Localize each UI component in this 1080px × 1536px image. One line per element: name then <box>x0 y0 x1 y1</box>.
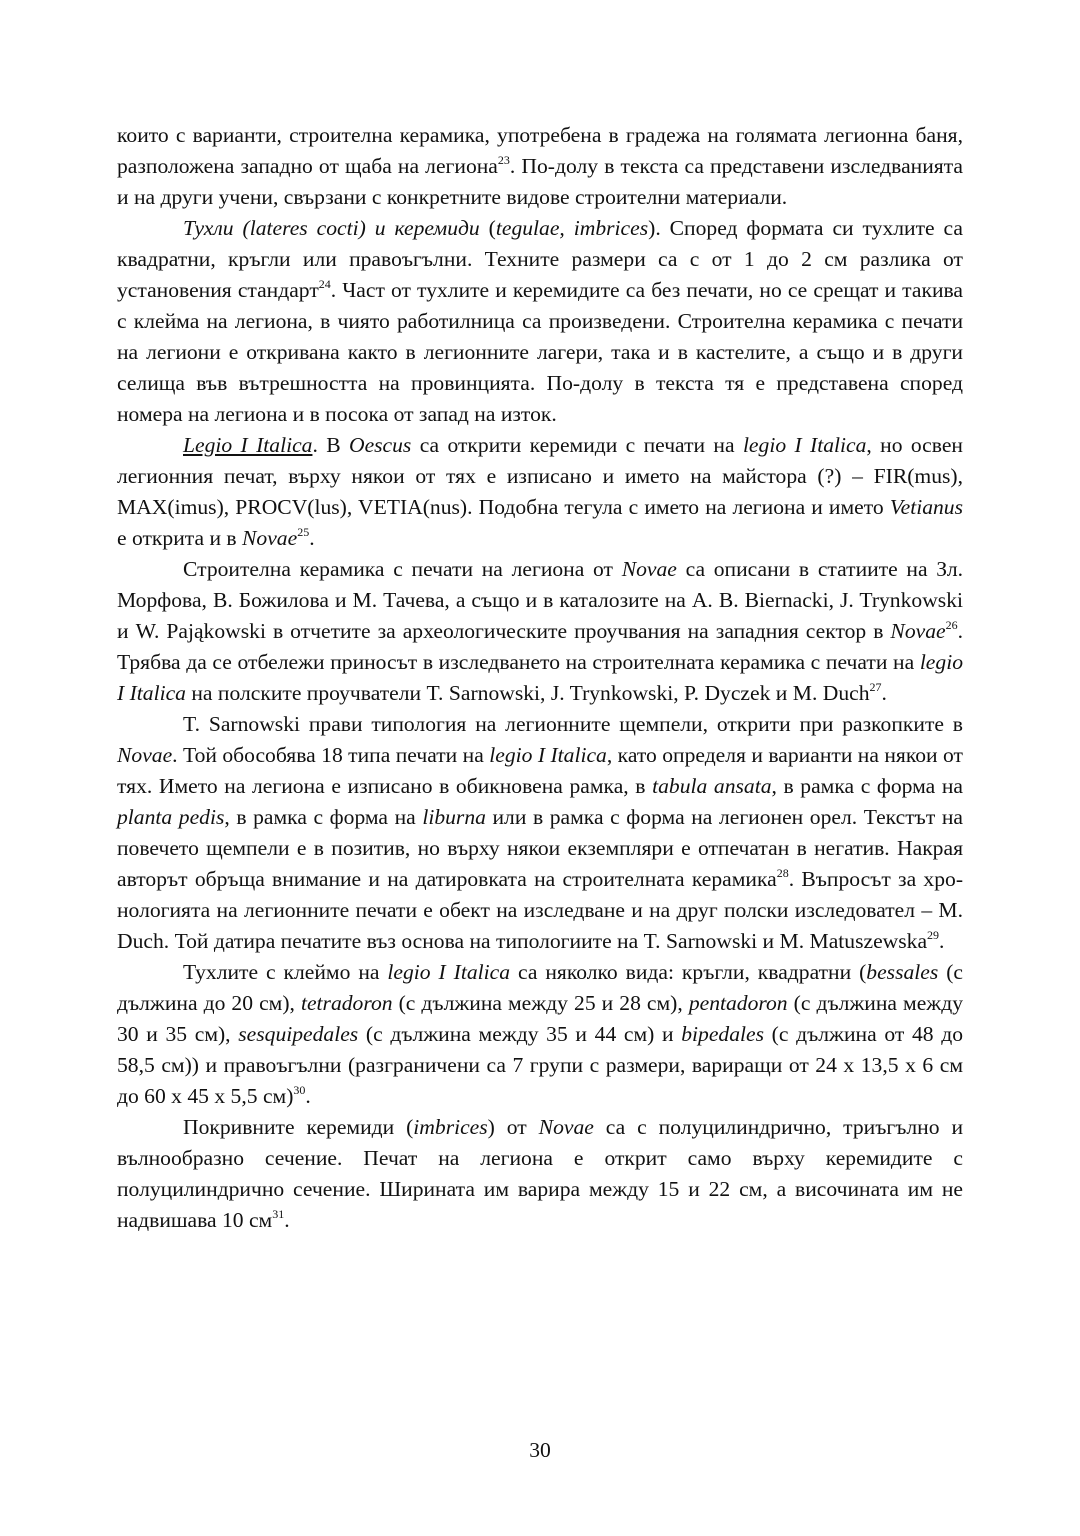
paragraph-p5 <box>117 709 963 957</box>
text-run: T. Sarnowski прави типология на легионните щемпели, открити при разкопките в <box>183 712 963 736</box>
text-run: ) от <box>487 1115 539 1139</box>
text-run: . Трябва да се отбележи приносът в изследването на строителната керамика с печати на <box>117 619 963 674</box>
italic-text: legio I Italica <box>742 433 867 457</box>
text-run: ( <box>479 216 496 240</box>
italic-text: imbrices <box>413 1115 488 1139</box>
italic-text: tetradoron <box>300 991 393 1015</box>
italic-text: sesquipedales <box>238 1022 359 1046</box>
paragraph-p1 <box>117 120 963 213</box>
footnote-ref: 23 <box>497 152 510 167</box>
italic-text: legio I Italica <box>117 650 963 705</box>
text-run: (с дължина до 20 см), <box>117 960 963 1015</box>
text-run: . <box>881 681 887 705</box>
italic-text: Oescus <box>348 433 412 457</box>
paragraph-p3 <box>117 430 963 554</box>
paragraph-p4 <box>117 554 963 709</box>
footnote-ref: 30 <box>293 1082 306 1097</box>
underlined-text: Legio I Italica <box>183 433 313 457</box>
text-run: на полските проучватели T. Sarnowski, J. Trynkowski, P. Dyczek и M. Duch <box>185 681 870 705</box>
text-run: са няколко вида: кръгли, квадратни ( <box>510 960 867 984</box>
text-run: , като определя и варианти на някои от тях. Името на легиона е изписано в обикновена рамка, в <box>117 743 963 798</box>
footnote-ref: 27 <box>869 679 882 694</box>
text-run: . <box>309 526 315 550</box>
text-run: са с полуцилиндрично, триъгълно и вълнообразно сечение. Печат на легиона е открит само върху керемидите с полуцилиндрично сечение. Ширината им варира между 15 и 22 см, а височината им не надвишава 10 см <box>117 1115 964 1232</box>
text-run: Тухлите с клеймо на <box>183 960 388 984</box>
footnote-ref: 28 <box>776 865 789 880</box>
italic-text: bipedales <box>681 1022 765 1046</box>
text-run: Строителна керамика с печати на легиона от <box>183 557 622 581</box>
italic-text: Novae <box>117 743 173 767</box>
text-run: (с дължина от 48 до 58,5 см)) и правоъгълни (разграничени са 7 групи с размери, вариращи от 24 х 13,5 х 6 см до 60 х 45 х 5,5 см) <box>117 1022 963 1108</box>
text-run: , но освен легионния печат, върху някои от тях е изписано и името на майстора (?) – FIR(mus), MAX(imus), PROCV(lus), VETIA(nus). Подобна тегула с името на легиона и името <box>117 433 963 519</box>
footnote-ref: 26 <box>945 617 958 632</box>
body-text <box>117 120 963 1236</box>
text-run: , в рамка с форма на <box>224 805 423 829</box>
text-run: е открита и в <box>117 526 243 550</box>
paragraph-p7 <box>117 1112 963 1236</box>
text-run: . Част от тухлите и керемидите са без печати, но се срещат и такива с клейма на легиона, в чиято работилница са произведени. Строителна керамика с печати на легиони е откривана както в легионните лагери, така и в кастелите, а също и в други селища във вътрешността на провинцията. По-долу в текста тя е представена според номера на легиона и в посока от запад на изток. <box>117 278 964 426</box>
italic-text: Vetianus <box>889 495 963 519</box>
text-run: . В <box>312 433 349 457</box>
italic-text: liburna <box>422 805 486 829</box>
text-run: (с дължина между 30 и 35 см), <box>117 991 964 1046</box>
italic-text: bessales <box>866 960 939 984</box>
italic-text: tabula ansata <box>652 774 772 798</box>
text-run: . Въпросът за хронологията на легионните печати е обект на изследване и на друг полски изследовател – M. Duch. Той датира печатите въз основа на типологиите на T. Sarnowski и M. Matuszewska <box>117 867 964 953</box>
text-run: са открити керемиди с печати на <box>411 433 743 457</box>
italic-text: legio I Italica <box>489 743 607 767</box>
italic-text: Novae <box>621 557 677 581</box>
text-run: (с дължина между 25 и 28 см), <box>392 991 689 1015</box>
italic-text: Novae <box>242 526 298 550</box>
italic-text: Novae <box>890 619 946 643</box>
section-heading-inline <box>183 433 312 457</box>
italic-text: legio I Italica <box>387 960 511 984</box>
paragraph-p2 <box>117 213 963 430</box>
footnote-ref: 25 <box>297 524 310 539</box>
text-run: които с варианти, строителна керамика, употребена в градежа на голямата легионна баня, разположена западно от щаба на легиона <box>117 123 963 178</box>
italic-text: Тухли (lateres cocti) и керемиди <box>183 216 480 240</box>
text-run: са описани в статиите на Зл. Морфова, В. Божилова и М. Тачева, а също и в каталозите на A. B. Biernacki, J. Trynkowski и W. Pająkowski в отчетите за археологическите проучвания на западния сектор в <box>117 557 964 643</box>
text-run: . <box>305 1084 311 1108</box>
text-run: . <box>939 929 945 953</box>
footnote-ref: 31 <box>272 1206 285 1221</box>
text-run: (с дължина между 35 и 44 см) и <box>358 1022 682 1046</box>
page-number: 30 <box>529 1438 551 1462</box>
text-run: Покривните керемиди ( <box>183 1115 414 1139</box>
italic-text: Novae <box>538 1115 594 1139</box>
footnote-ref: 24 <box>318 276 331 291</box>
italic-text: planta pedis <box>117 805 225 829</box>
text-run: ). Според формата си тухлите са квадратни, кръгли или правоъгълни. Техните размери са с от 1 до 2 см разлика от установения стандарт <box>117 216 963 302</box>
text-run: . Той обособява 18 типа печати на <box>172 743 490 767</box>
paragraph-p6 <box>117 957 963 1112</box>
text-run: . По-долу в текста са представени изследванията и на други учени, свързани с конкретните видове строителни материали. <box>117 154 963 209</box>
text-run: . <box>284 1208 290 1232</box>
italic-text: tegulae, imbrices <box>495 216 649 240</box>
footnote-ref: 29 <box>927 927 940 942</box>
italic-text: pentadoron <box>688 991 788 1015</box>
text-run: , в рамка с форма на <box>771 774 963 798</box>
text-run: или в рамка с форма на легионен орел. Текстът на повечето щемпели е в позитив, но върху някои екземпляри е отпечатан в негатив. Накрая авторът обръща внимание и на датировката на строителната керамика <box>117 805 963 891</box>
